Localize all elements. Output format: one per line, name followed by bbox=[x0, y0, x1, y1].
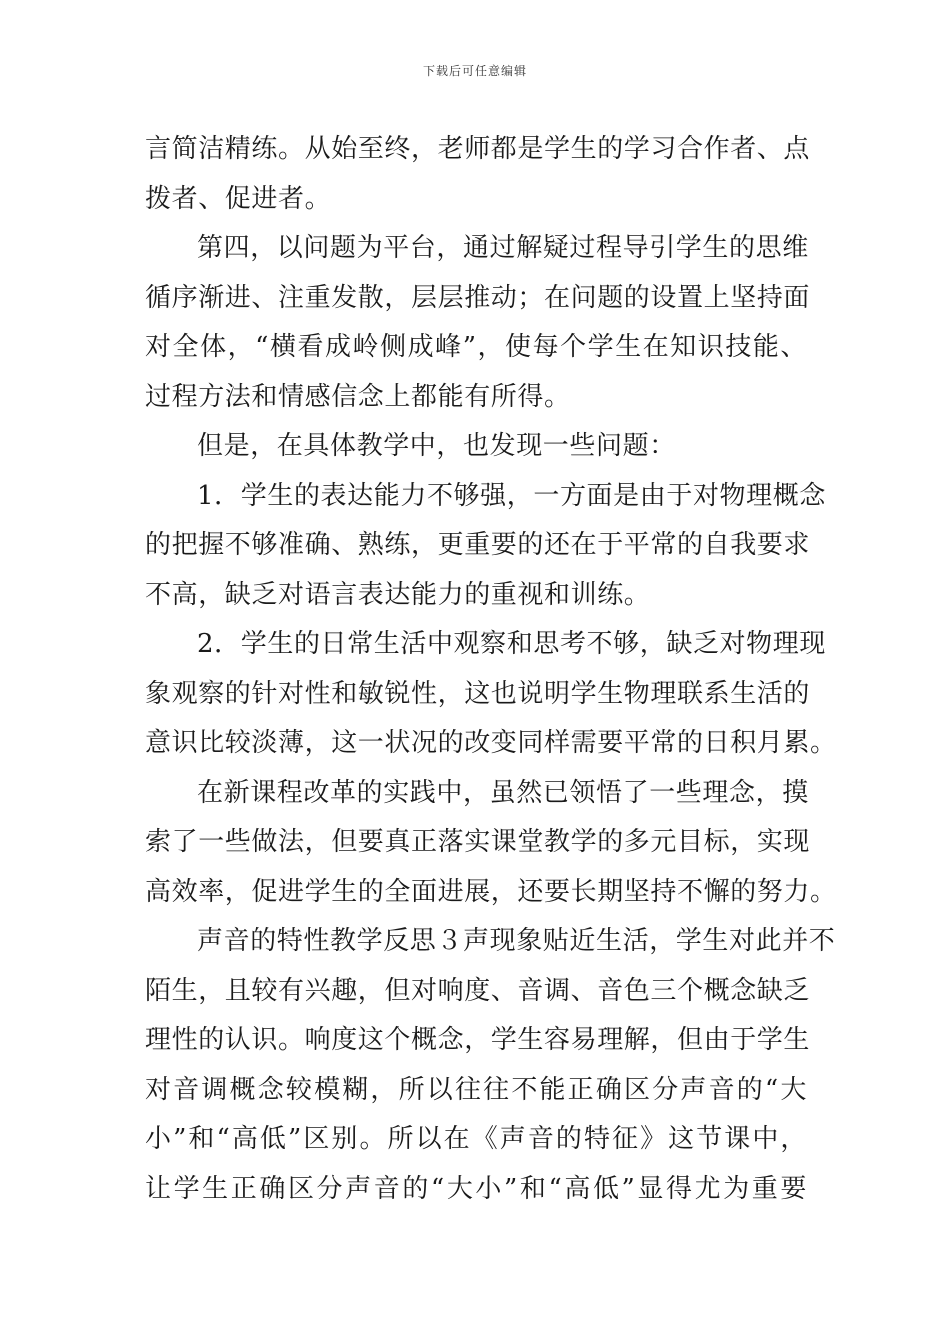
text-line: 象观察的针对性和敏锐性，这也说明学生物理联系生活的 bbox=[145, 678, 811, 709]
text-line: 第四，以问题为平台，通过解疑过程导引学生的思维 bbox=[197, 233, 809, 263]
text-line: 理性的认识。响度这个概念，学生容易理解，但由于学生 bbox=[145, 1025, 811, 1055]
text-line: 索了一些做法，但要真正落实课堂教学的多元目标，实现 bbox=[145, 827, 811, 857]
text-line: 但是，在具体教学中，也发现一些问题： bbox=[197, 431, 676, 461]
text-line: 声音的特性教学反思３声现象贴近生活，学生对此并不 bbox=[197, 926, 836, 956]
text-line: 2．学生的日常生活中观察和思考不够，缺乏对物理现 bbox=[197, 629, 826, 659]
body-text bbox=[145, 125, 837, 1214]
text-line: 高效率，促进学生的全面进展，还要长期坚持不懈的努力。 bbox=[145, 876, 837, 907]
text-line: 对音调概念较模糊，所以往往不能正确区分声音的“大 bbox=[145, 1074, 807, 1105]
text-line: 不高，缺乏对语言表达能力的重视和训练。 bbox=[145, 579, 651, 610]
text-line: 让学生正确区分声音的“大小”和“高低”显得尤为重要 bbox=[145, 1173, 807, 1204]
text-line: 言简洁精练。从始至终，老师都是学生的学习合作者、点 bbox=[145, 134, 811, 164]
text-line: 拨者、促进者。 bbox=[145, 183, 332, 214]
text-line: 陌生，且较有兴趣，但对响度、音调、音色三个概念缺乏 bbox=[145, 975, 811, 1006]
header-note: 下载后可任意编辑 bbox=[422, 64, 527, 78]
text-line: 对全体，“横看成岭侧成峰”，使每个学生在知识技能、 bbox=[145, 332, 807, 362]
text-line: 1．学生的表达能力不够强，一方面是由于对物理概念 bbox=[197, 480, 826, 511]
text-line: 小”和“高低”区别。所以在《声音的特征》这节课中， bbox=[145, 1124, 807, 1154]
text-line: 意识比较淡薄，这一状况的改变同样需要平常的日积月累。 bbox=[145, 728, 837, 758]
text-line: 过程方法和情感信念上都能有所得。 bbox=[145, 381, 571, 412]
text-line: 在新课程改革的实践中，虽然已领悟了一些理念，摸 bbox=[197, 777, 809, 808]
text-line: 循序渐进、注重发散，层层推动；在问题的设置上坚持面 bbox=[145, 282, 811, 313]
text-line: 的把握不够准确、熟练，更重要的还在于平常的自我要求 bbox=[145, 530, 811, 560]
